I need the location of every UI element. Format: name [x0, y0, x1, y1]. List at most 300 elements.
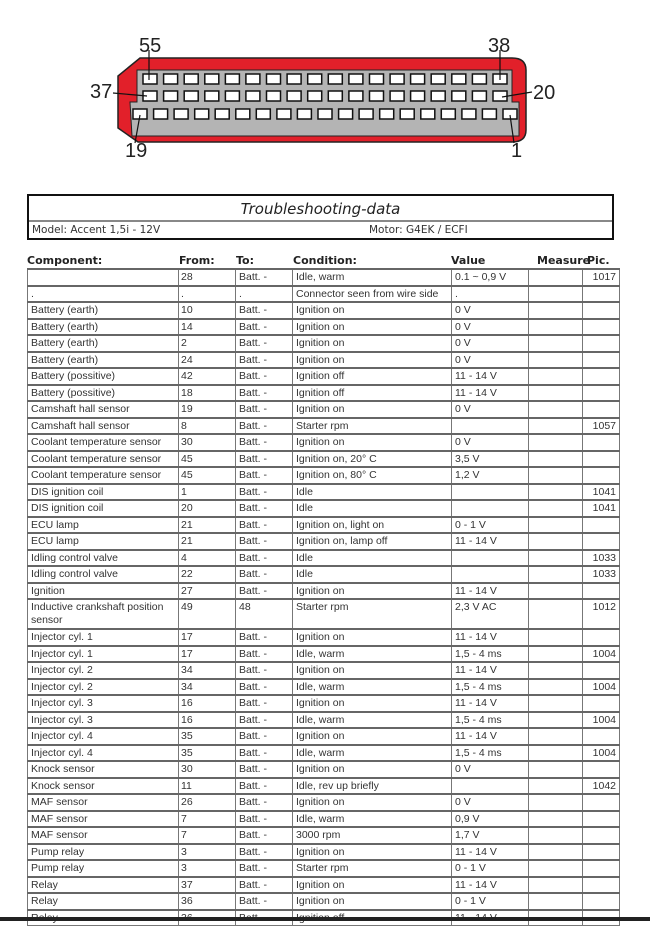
cell-to: Batt. - — [236, 629, 293, 646]
connector-pin — [411, 74, 425, 84]
cell-value: 0 V — [452, 352, 529, 369]
cell-pic — [583, 368, 620, 385]
cell-pic: 1041 — [583, 484, 620, 501]
cell-from: 10 — [179, 302, 236, 319]
cell-value: 11 - 14 V — [452, 662, 529, 679]
cell-value: 0 V — [452, 434, 529, 451]
cell-measure — [529, 500, 583, 517]
cell-to: Batt. - — [236, 745, 293, 762]
cell-to: Batt. - — [236, 385, 293, 402]
cell-from: 35 — [179, 728, 236, 745]
cell-component: Inductive crankshaft position sensor — [28, 599, 179, 629]
cell-component: DIS ignition coil — [28, 484, 179, 501]
cell-measure — [529, 745, 583, 762]
cell-pic — [583, 401, 620, 418]
cell-component: Injector cyl. 3 — [28, 712, 179, 729]
cell-condition: Starter rpm — [293, 860, 452, 877]
connector-pin — [195, 109, 209, 119]
table-row — [28, 712, 620, 729]
cell-condition: Connector seen from wire side — [293, 286, 452, 303]
cell-pic: 1012 — [583, 599, 620, 629]
cell-pic — [583, 893, 620, 910]
connector-pin — [256, 109, 270, 119]
cell-to: Batt. - — [236, 860, 293, 877]
cell-pic: 1033 — [583, 550, 620, 567]
cell-from: 21 — [179, 517, 236, 534]
cell-measure — [529, 434, 583, 451]
connector-pin — [390, 74, 404, 84]
column-header-pic: Pic. — [587, 254, 610, 267]
connector-pin — [359, 109, 373, 119]
connector-pin — [411, 91, 425, 101]
cell-component: Injector cyl. 4 — [28, 728, 179, 745]
cell-condition: Ignition off — [293, 385, 452, 402]
connector-pin — [318, 109, 332, 119]
cell-from: 30 — [179, 761, 236, 778]
cell-measure — [529, 712, 583, 729]
connector-pin — [277, 109, 291, 119]
cell-component: Injector cyl. 1 — [28, 629, 179, 646]
pin-label-19: 19 — [125, 140, 148, 162]
cell-from: 45 — [179, 451, 236, 468]
connector-pin — [370, 91, 384, 101]
cell-component: ECU lamp — [28, 517, 179, 534]
cell-measure — [529, 302, 583, 319]
cell-measure — [529, 844, 583, 861]
connector-pin — [380, 109, 394, 119]
cell-component: Idling control valve — [28, 566, 179, 583]
cell-value: 11 - 14 V — [452, 877, 529, 894]
cell-pic — [583, 811, 620, 828]
cell-pic — [583, 877, 620, 894]
table-row — [28, 646, 620, 663]
connector-pin — [287, 91, 301, 101]
cell-pic — [583, 794, 620, 811]
connector-pin — [339, 109, 353, 119]
cell-condition: Idle — [293, 484, 452, 501]
cell-pic: 1004 — [583, 679, 620, 696]
cell-value — [452, 566, 529, 583]
cell-from: 37 — [179, 877, 236, 894]
cell-pic — [583, 827, 620, 844]
cell-pic — [583, 533, 620, 550]
cell-value: 11 - 14 V — [452, 728, 529, 745]
connector-pin — [164, 91, 178, 101]
table-row — [28, 761, 620, 778]
table-row — [28, 745, 620, 762]
cell-component: . — [28, 286, 179, 303]
cell-to: Batt. - — [236, 679, 293, 696]
table-row — [28, 451, 620, 468]
cell-component: Injector cyl. 2 — [28, 679, 179, 696]
cell-measure — [529, 662, 583, 679]
table-row — [28, 583, 620, 600]
cell-to: Batt. - — [236, 319, 293, 336]
cell-component: Camshaft hall sensor — [28, 401, 179, 418]
cell-value: 0 V — [452, 794, 529, 811]
cell-pic: 1004 — [583, 646, 620, 663]
table-row — [28, 352, 620, 369]
cell-condition: Starter rpm — [293, 418, 452, 435]
connector-pin — [452, 91, 466, 101]
table-row — [28, 286, 620, 303]
connector-pin — [421, 109, 435, 119]
connector-pin — [287, 74, 301, 84]
pin-label-55: 55 — [139, 35, 162, 57]
cell-pic — [583, 302, 620, 319]
cell-to: Batt. - — [236, 533, 293, 550]
connector-pin — [164, 74, 178, 84]
cell-to: Batt. - — [236, 269, 293, 286]
cell-measure — [529, 893, 583, 910]
column-header-from: From: — [179, 254, 215, 267]
cell-condition: Ignition on — [293, 844, 452, 861]
cell-from: 42 — [179, 368, 236, 385]
column-header-condition: Condition: — [293, 254, 357, 267]
cell-component: Knock sensor — [28, 761, 179, 778]
cell-condition: Idle, warm — [293, 745, 452, 762]
cell-from: 27 — [179, 583, 236, 600]
cell-condition: Ignition off — [293, 368, 452, 385]
table-row — [28, 827, 620, 844]
cell-pic — [583, 728, 620, 745]
cell-pic — [583, 860, 620, 877]
connector-pin — [472, 91, 486, 101]
connector-pin — [431, 91, 445, 101]
cell-to: Batt. - — [236, 434, 293, 451]
cell-component: Battery (earth) — [28, 352, 179, 369]
cell-from: 17 — [179, 629, 236, 646]
column-header-to: To: — [236, 254, 254, 267]
table-row — [28, 662, 620, 679]
cell-condition: Ignition on, lamp off — [293, 533, 452, 550]
connector-pin — [143, 74, 157, 84]
connector-pin — [205, 74, 219, 84]
cell-condition: Ignition on — [293, 302, 452, 319]
troubleshooting-table — [27, 268, 620, 926]
cell-condition: Idle, warm — [293, 712, 452, 729]
cell-pic — [583, 451, 620, 468]
cell-component — [28, 269, 179, 286]
cell-to: Batt. - — [236, 646, 293, 663]
cell-value: 11 - 14 V — [452, 385, 529, 402]
cell-value: . — [452, 286, 529, 303]
cell-measure — [529, 646, 583, 663]
cell-component: Knock sensor — [28, 778, 179, 795]
cell-measure — [529, 629, 583, 646]
cell-measure — [529, 728, 583, 745]
cell-measure — [529, 451, 583, 468]
cell-to: Batt. - — [236, 467, 293, 484]
table-row — [28, 629, 620, 646]
table-row — [28, 728, 620, 745]
cell-value: 1,5 - 4 ms — [452, 679, 529, 696]
cell-value — [452, 500, 529, 517]
cell-value: 3,5 V — [452, 451, 529, 468]
connector-pin — [184, 74, 198, 84]
connector-pin — [205, 91, 219, 101]
header-divider — [29, 220, 612, 222]
cell-to: Batt. - — [236, 418, 293, 435]
cell-measure — [529, 860, 583, 877]
cell-to: Batt. - — [236, 517, 293, 534]
cell-to: Batt. - — [236, 778, 293, 795]
cell-value: 11 - 14 V — [452, 368, 529, 385]
cell-from: 34 — [179, 679, 236, 696]
cell-component: Pump relay — [28, 860, 179, 877]
cell-component: MAF sensor — [28, 811, 179, 828]
cell-component: MAF sensor — [28, 827, 179, 844]
cell-condition: Idle, warm — [293, 646, 452, 663]
cell-measure — [529, 269, 583, 286]
cell-condition: Ignition on — [293, 335, 452, 352]
table-row — [28, 335, 620, 352]
cell-from: 17 — [179, 646, 236, 663]
cell-component: Relay — [28, 877, 179, 894]
cell-to: Batt. - — [236, 368, 293, 385]
cell-to: Batt. - — [236, 451, 293, 468]
cell-pic — [583, 695, 620, 712]
cell-condition: Idle, warm — [293, 679, 452, 696]
cell-pic — [583, 467, 620, 484]
table-row — [28, 550, 620, 567]
cell-component: Battery (possitive) — [28, 368, 179, 385]
table-row — [28, 467, 620, 484]
cell-to: Batt. - — [236, 794, 293, 811]
table-row — [28, 794, 620, 811]
cell-measure — [529, 811, 583, 828]
cell-from: 3 — [179, 844, 236, 861]
pin-label-37: 37 — [90, 81, 113, 103]
cell-component: Camshaft hall sensor — [28, 418, 179, 435]
connector-pin — [267, 74, 281, 84]
cell-value: 0,9 V — [452, 811, 529, 828]
cell-condition: Ignition on — [293, 893, 452, 910]
connector-pin — [441, 109, 455, 119]
cell-measure — [529, 877, 583, 894]
cell-from: 20 — [179, 500, 236, 517]
cell-pic: 1004 — [583, 712, 620, 729]
connector-pin — [462, 109, 476, 119]
cell-value: 1,5 - 4 ms — [452, 646, 529, 663]
page-bottom-rule — [0, 917, 650, 921]
cell-from: 21 — [179, 533, 236, 550]
cell-measure — [529, 418, 583, 435]
cell-from: 11 — [179, 778, 236, 795]
cell-pic: 1041 — [583, 500, 620, 517]
cell-value — [452, 418, 529, 435]
cell-measure — [529, 401, 583, 418]
cell-condition: 3000 rpm — [293, 827, 452, 844]
cell-to: Batt. - — [236, 583, 293, 600]
column-header-component: Component: — [27, 254, 103, 267]
cell-value: 0 V — [452, 761, 529, 778]
table-row — [28, 778, 620, 795]
cell-component: ECU lamp — [28, 533, 179, 550]
cell-value: 11 - 14 V — [452, 695, 529, 712]
cell-from: 45 — [179, 467, 236, 484]
connector-pin — [390, 91, 404, 101]
connector-pin — [267, 91, 281, 101]
cell-value: 1,5 - 4 ms — [452, 712, 529, 729]
table-row — [28, 679, 620, 696]
cell-to: Batt. - — [236, 712, 293, 729]
table-row — [28, 893, 620, 910]
connector-pin — [370, 74, 384, 84]
cell-component: Battery (earth) — [28, 319, 179, 336]
cell-pic: 1004 — [583, 745, 620, 762]
cell-to: Batt. - — [236, 662, 293, 679]
cell-from: 26 — [179, 794, 236, 811]
connector-pin — [184, 91, 198, 101]
cell-from: 19 — [179, 401, 236, 418]
cell-measure — [529, 679, 583, 696]
cell-pic — [583, 385, 620, 402]
table-body — [28, 269, 620, 926]
cell-from: 16 — [179, 712, 236, 729]
cell-value: 11 - 14 V — [452, 844, 529, 861]
cell-pic — [583, 583, 620, 600]
cell-measure — [529, 599, 583, 629]
cell-condition: Ignition on — [293, 434, 452, 451]
cell-measure — [529, 286, 583, 303]
connector-pin — [246, 74, 260, 84]
cell-to: . — [236, 286, 293, 303]
table-row — [28, 533, 620, 550]
cell-condition: Ignition on, light on — [293, 517, 452, 534]
connector-pin — [328, 91, 342, 101]
table-row — [28, 401, 620, 418]
cell-from: 35 — [179, 745, 236, 762]
cell-value — [452, 778, 529, 795]
cell-condition: Starter rpm — [293, 599, 452, 629]
cell-pic — [583, 629, 620, 646]
cell-value: 0 V — [452, 319, 529, 336]
cell-condition: Ignition on — [293, 695, 452, 712]
connector-pin — [236, 109, 250, 119]
cell-value: 2,3 V AC — [452, 599, 529, 629]
cell-component: Injector cyl. 1 — [28, 646, 179, 663]
cell-to: Batt. - — [236, 844, 293, 861]
cell-to: Batt. - — [236, 500, 293, 517]
connector-pin — [297, 109, 311, 119]
table-row — [28, 418, 620, 435]
cell-condition: Ignition on — [293, 728, 452, 745]
cell-from: 3 — [179, 860, 236, 877]
cell-from: 1 — [179, 484, 236, 501]
cell-component: Battery (earth) — [28, 302, 179, 319]
cell-component: Coolant temperature sensor — [28, 434, 179, 451]
cell-measure — [529, 695, 583, 712]
cell-to: Batt. - — [236, 728, 293, 745]
cell-measure — [529, 352, 583, 369]
cell-to: Batt. - — [236, 401, 293, 418]
cell-from: 22 — [179, 566, 236, 583]
cell-component: Injector cyl. 2 — [28, 662, 179, 679]
table-row — [28, 517, 620, 534]
cell-value: 11 - 14 V — [452, 583, 529, 600]
connector-pin — [349, 74, 363, 84]
column-header-value: Value — [451, 254, 486, 267]
cell-condition: Ignition on — [293, 761, 452, 778]
cell-from: 7 — [179, 827, 236, 844]
cell-condition: Ignition on — [293, 662, 452, 679]
cell-component: Injector cyl. 4 — [28, 745, 179, 762]
cell-to: Batt. - — [236, 302, 293, 319]
cell-from: 34 — [179, 662, 236, 679]
cell-from: 30 — [179, 434, 236, 451]
cell-from: . — [179, 286, 236, 303]
document-title: Troubleshooting-data — [240, 200, 401, 218]
cell-measure — [529, 484, 583, 501]
table-row — [28, 368, 620, 385]
cell-condition: Idle, rev up briefly — [293, 778, 452, 795]
cell-pic — [583, 434, 620, 451]
connector-pin — [308, 91, 322, 101]
cell-to: Batt. - — [236, 484, 293, 501]
cell-to: Batt. - — [236, 893, 293, 910]
cell-to: Batt. - — [236, 877, 293, 894]
cell-value: 11 - 14 V — [452, 533, 529, 550]
cell-measure — [529, 778, 583, 795]
cell-condition: Ignition on, 80° C — [293, 467, 452, 484]
document-header-box — [27, 194, 614, 240]
cell-value — [452, 550, 529, 567]
table-row — [28, 269, 620, 286]
table-row — [28, 385, 620, 402]
cell-component: MAF sensor — [28, 794, 179, 811]
cell-component: Pump relay — [28, 844, 179, 861]
cell-to: 48 — [236, 599, 293, 629]
pin-label-20: 20 — [533, 82, 556, 104]
connector-pin — [215, 109, 229, 119]
cell-value: 0 V — [452, 302, 529, 319]
table-row — [28, 434, 620, 451]
cell-value: 1,5 - 4 ms — [452, 745, 529, 762]
cell-value: 1,2 V — [452, 467, 529, 484]
cell-value: 0 V — [452, 401, 529, 418]
cell-component: Ignition — [28, 583, 179, 600]
cell-value — [452, 484, 529, 501]
table-row — [28, 319, 620, 336]
cell-pic — [583, 286, 620, 303]
cell-value: 0.1 ~ 0,9 V — [452, 269, 529, 286]
cell-pic: 1017 — [583, 269, 620, 286]
cell-from: 2 — [179, 335, 236, 352]
cell-value: 0 - 1 V — [452, 517, 529, 534]
cell-value: 0 V — [452, 335, 529, 352]
cell-from: 36 — [179, 893, 236, 910]
cell-to: Batt. - — [236, 695, 293, 712]
cell-component: Relay — [28, 893, 179, 910]
cell-component: Idling control valve — [28, 550, 179, 567]
connector-pin — [472, 74, 486, 84]
cell-condition: Ignition on — [293, 794, 452, 811]
table-row — [28, 566, 620, 583]
table-row — [28, 877, 620, 894]
connector-pin — [174, 109, 188, 119]
cell-pic — [583, 352, 620, 369]
column-header-measure: Measure — [537, 254, 591, 267]
table-row — [28, 695, 620, 712]
cell-pic: 1042 — [583, 778, 620, 795]
cell-value: 1,7 V — [452, 827, 529, 844]
cell-value: 11 - 14 V — [452, 629, 529, 646]
connector-pin — [154, 109, 168, 119]
table-row — [28, 860, 620, 877]
cell-measure — [529, 583, 583, 600]
cell-condition: Idle, warm — [293, 269, 452, 286]
